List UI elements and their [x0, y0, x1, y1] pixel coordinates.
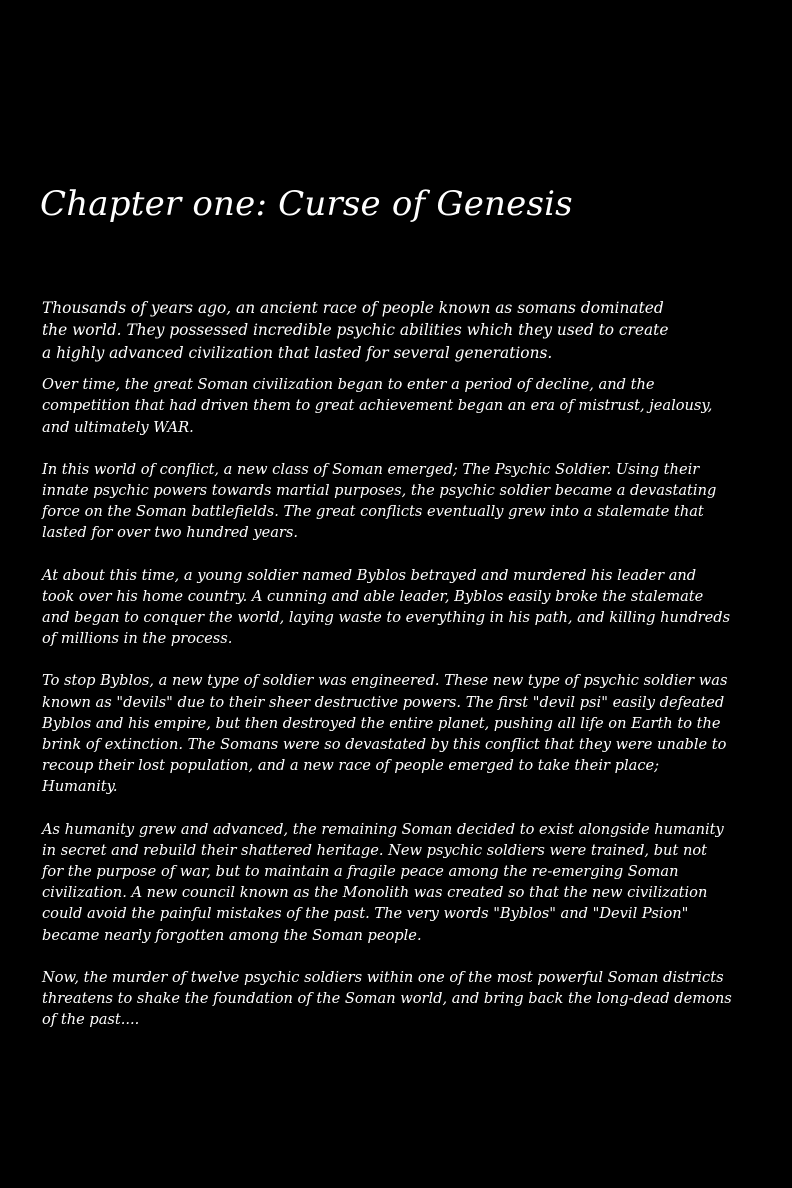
paragraph-psychic-soldier: In this world of conflict, a new class of Soman emerged; The Psychic Soldier. Using their innate psychic powers towards martial purposes, the psychic soldier became a devastating force on the Soman battlefields. The great conflicts eventually grew into a stalemate that lasted for over two hundred years. — [42, 460, 717, 542]
paragraph-devils: To stop Byblos, a new type of soldier was engineered. These new type of psychic soldier was known as "devils" due to their sheer destructive powers. The first "devil psi" easily defeated Byblos and his empire, but then destroyed the entire planet, pushing all life on Earth to the brink of extinction. The Somans were so devastated by this conflict that they were unable to recoup their lost population, and a new race of people emerged to take their place; Humanity. — [42, 672, 728, 796]
body-text — [42, 297, 732, 1052]
paragraph-intro: Thousands of years ago, an ancient race of people known as somans dominated the world. They possessed incredible psychic abilities which they used to create a highly advanced civilization that lasted for several generations. — [42, 299, 669, 362]
paragraph-murder: Now, the murder of twelve psychic soldiers within one of the most powerful Soman districts threatens to shake the foundation of the Soman world, and bring back the long-dead demons of the past.... — [42, 968, 732, 1029]
chapter-title: Chapter one: Curse of Genesis — [40, 184, 573, 224]
paragraph-humanity: As humanity grew and advanced, the remaining Soman decided to exist alongside humanity in secret and rebuild their shattered heritage. New psychic soldiers were trained, but not for the purpose of war, but to maintain a fragile peace among the re-emerging Soman civilization. A new council known as the Monolith was created so that the new civilization could avoid the painful mistakes of the past. The very words "Byblos" and "Devil Psion" became nearly forgotten among the Soman people. — [42, 820, 724, 944]
paragraph-byblos: At about this time, a young soldier named Byblos betrayed and murdered his leader and took over his home country. A cunning and able leader, Byblos easily broke the stalemate and began to conquer the world, laying waste to everything in his path, and killing hundreds of millions in the process. — [42, 566, 731, 648]
paragraph-decline: Over time, the great Soman civilization began to enter a period of decline, and the competition that had driven them to great achievement began an era of mistrust, jealousy, and ultimately WAR. — [42, 376, 713, 436]
